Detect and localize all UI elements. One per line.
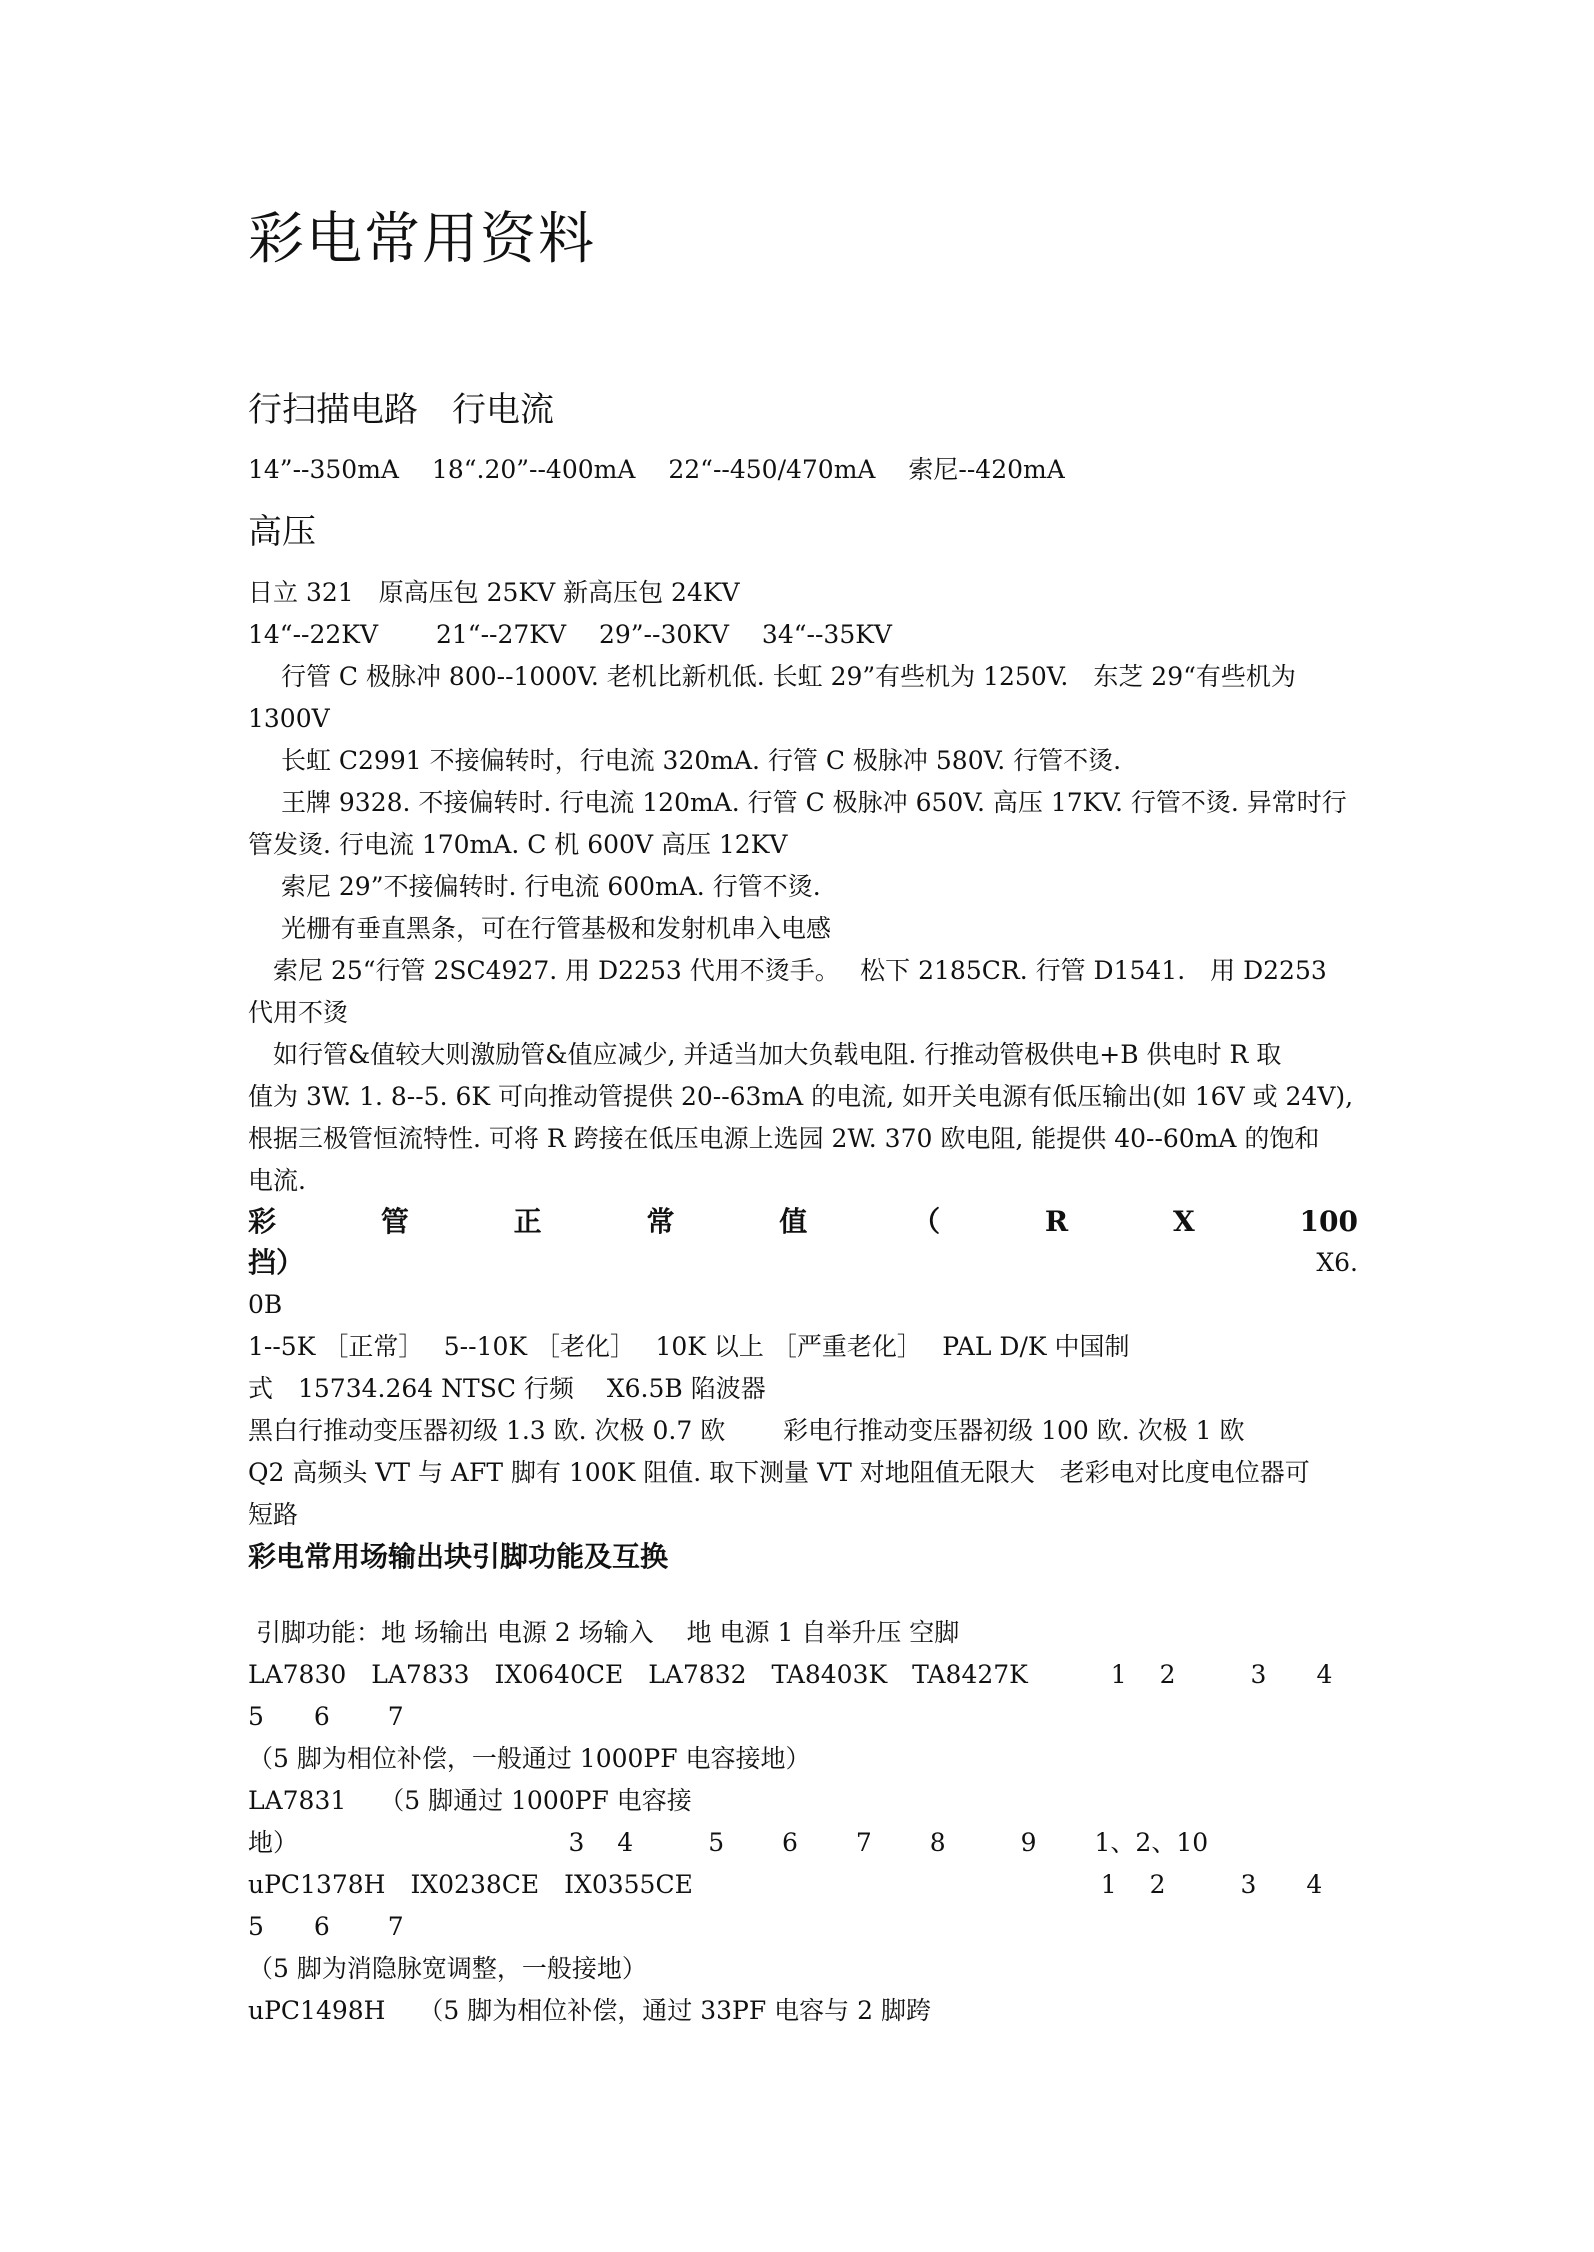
text-line: 短路: [248, 1500, 299, 1529]
text-line: uPC1498H （5 脚为相位补偿，通过 33PF 电容与 2 脚跨: [248, 1996, 931, 2025]
text-line: 引脚功能：地 场输出 电源 2 场输入 地 电源 1 自举升压 空脚: [248, 1618, 960, 1647]
text-line: 1300V: [248, 704, 330, 733]
tube-value-heading-cont: 挡）: [248, 1246, 305, 1279]
heading-char: （: [912, 1205, 941, 1238]
section-heading-field-output: 彩电常用场输出块引脚功能及互换: [248, 1540, 669, 1573]
section-heading-horizontal-scan: 行扫描电路 行电流: [248, 390, 554, 430]
text-line: 5 6 7: [248, 1912, 404, 1941]
text-line: 5 6 7: [248, 1702, 404, 1731]
text-line: 王牌 9328. 不接偏转时. 行电流 120mA. 行管 C 极脉冲 650V. 高压 17KV. 行管不烫. 异常时行: [248, 788, 1347, 817]
tube-right-text: X6.: [1316, 1248, 1358, 1277]
text-line: 行管 C 极脉冲 800--1000V. 老机比新机低. 长虹 29”有些机为 1250V. 东芝 29“有些机为: [248, 662, 1296, 691]
text-line: 地） 3 4 5 6 7 8 9 1、2、10: [248, 1828, 1209, 1857]
text-line: uPC1378H IX0238CE IX0355CE 1 2 3 4: [248, 1870, 1323, 1899]
heading-char: 常: [646, 1205, 675, 1238]
text-line: 1--5K ［正常］ 5--10K ［老化］ 10K 以上 ［严重老化］ PAL D/K 中国制: [248, 1332, 1130, 1361]
document-page: [248, 0, 1358, 2252]
text-line: 索尼 25“行管 2SC4927. 用 D2253 代用不烫手。 松下 2185CR. 行管 D1541. 用 D2253: [248, 956, 1327, 985]
section-heading-high-voltage: 高压: [248, 512, 316, 552]
text-line: 长虹 C2991 不接偏转时，行电流 320mA. 行管 C 极脉冲 580V. 行管不烫.: [248, 746, 1122, 775]
heading-char: 正: [513, 1205, 542, 1238]
text-line: 0B: [248, 1290, 283, 1319]
heading-char: R: [1044, 1205, 1069, 1238]
text-line: 光栅有垂直黑条，可在行管基极和发射机串入电感: [248, 914, 831, 943]
text-line: 根据三极管恒流特性. 可将 R 跨接在低压电源上选园 2W. 370 欧电阻, 能提供 40--60mA 的饱和: [248, 1124, 1320, 1153]
heading-char: 管: [380, 1205, 409, 1238]
text-line: 如行管&值较大则激励管&值应减少, 并适当加大负载电阻. 行推动管极供电+B 供电时 R 取: [248, 1040, 1282, 1069]
text-line: 管发烫. 行电流 170mA. C 机 600V 高压 12KV: [248, 830, 788, 859]
text-line: 索尼 29”不接偏转时. 行电流 600mA. 行管不烫.: [248, 872, 821, 901]
text-line: LA7831 （5 脚通过 1000PF 电容接: [248, 1786, 692, 1815]
text-line: 代用不烫: [248, 998, 349, 1027]
page-title: 彩电常用资料: [248, 207, 596, 272]
text-line: （5 脚为相位补偿，一般通过 1000PF 电容接地）: [248, 1744, 811, 1773]
heading-char: 彩: [248, 1205, 277, 1238]
text-line: 黑白行推动变压器初级 1.3 欧. 次极 0.7 欧 彩电行推动变压器初级 100 欧. 次极 1 欧: [248, 1416, 1245, 1445]
text-line: 式 15734.264 NTSC 行频 X6.5B 陷波器: [248, 1374, 766, 1403]
text-line: 日立 321 原高压包 25KV 新高压包 24KV: [248, 578, 740, 607]
text-line: Q2 高频头 VT 与 AFT 脚有 100K 阻值. 取下测量 VT 对地阻值无限大 老彩电对比度电位器可: [248, 1458, 1310, 1487]
horizontal-current-line: 14”--350mA 18“.20”--400mA 22“--450/470mA 索尼--420mA: [248, 455, 1065, 484]
heading-char: 100: [1299, 1205, 1358, 1238]
text-line: 14“--22KV 21“--27KV 29”--30KV 34“--35KV: [248, 620, 892, 649]
text-line: （5 脚为消隐脉宽调整，一般接地）: [248, 1954, 647, 1983]
text-line: LA7830 LA7833 IX0640CE LA7832 TA8403K TA8427K 1 2 3 4: [248, 1660, 1333, 1689]
tube-value-heading: [248, 1203, 1358, 1241]
heading-char: 值: [779, 1205, 808, 1238]
text-line: 电流.: [248, 1166, 306, 1195]
text-line: 值为 3W. 1. 8--5. 6K 可向推动管提供 20--63mA 的电流, 如开关电源有低压输出(如 16V 或 24V),: [248, 1082, 1354, 1111]
heading-char: X: [1172, 1205, 1195, 1238]
